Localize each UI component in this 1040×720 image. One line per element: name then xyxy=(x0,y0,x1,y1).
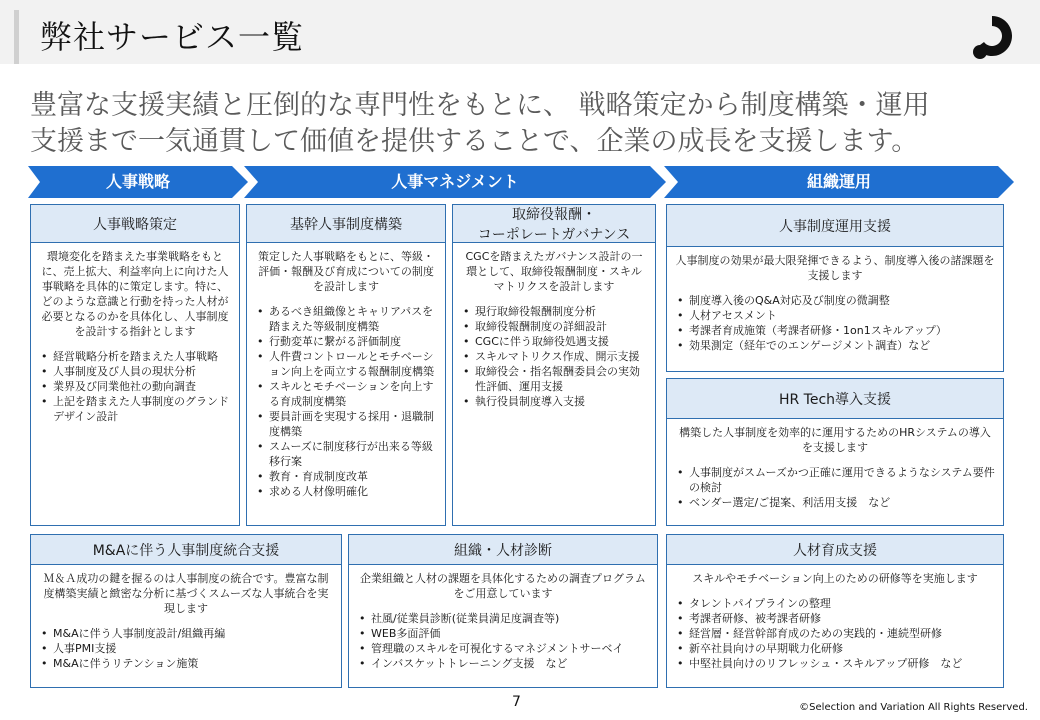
card-title: M&Aに伴う人事制度統合支援 xyxy=(31,535,341,565)
list-item: • あるべき組織像とキャリアパスを踏まえた等級制度構築 xyxy=(255,304,437,334)
list-item: • タレントパイプラインの整理 xyxy=(675,596,995,611)
card-body xyxy=(31,243,239,430)
card-description: CGCを踏まえたガバナンス設計の一環として、取締役報酬制度・スキルマトリクスを設計します xyxy=(465,250,643,293)
list-item: • 教育・育成制度改革 xyxy=(255,469,437,484)
card-title: 組織・人材診断 xyxy=(349,535,657,565)
card-description: 環境変化を踏まえた事業戦略をもとに、売上拡大、利益率向上に向けた人事戦略を具体的に策定します。特に、どのような意識と行動を持った人材が必要となるのかを具体化し、人事制度を設計する指針とします xyxy=(41,250,229,338)
card-body xyxy=(349,565,657,677)
list-item: • 効果測定（経年でのエンゲージメント調査）など xyxy=(675,338,995,353)
card-description: スキルやモチベーション向上のための研修等を実施します xyxy=(692,572,978,585)
list-item: • 上記を踏まえた人事制度のグランドデザイン設計 xyxy=(39,394,231,424)
category-label-hr-strategy: 人事戦略 xyxy=(105,172,170,191)
list-item: • 人事制度及び人員の現状分析 xyxy=(39,364,231,379)
list-item: • 考課者育成施策（考課者研修・1on1スキルアップ） xyxy=(675,323,995,338)
list-item: • 取締役報酬制度の詳細設計 xyxy=(461,319,647,334)
list-item: • 人材アセスメント xyxy=(675,308,995,323)
card-description: 策定した人事戦略をもとに、等級・評価・報酬及び育成についての制度を設計します xyxy=(258,250,434,293)
card-body xyxy=(667,247,1003,359)
list-item: • 取締役会・指名報酬委員会の実効性評価、運用支援 xyxy=(461,364,647,394)
list-item: • CGCに伴う取締役処遇支援 xyxy=(461,334,647,349)
lead-text xyxy=(30,88,1020,160)
card-body xyxy=(667,419,1003,516)
bullet-list xyxy=(39,349,231,424)
card-body xyxy=(247,243,445,505)
card-title: 人材育成支援 xyxy=(667,535,1003,565)
card-title-line-1: 取締役報酬・ xyxy=(512,206,596,223)
list-item: • 人事制度がスムーズかつ正確に運用できるようなシステム要件の検討 xyxy=(675,465,995,495)
list-item: • WEB多面評価 xyxy=(357,626,649,641)
card-ma-hr-integration xyxy=(30,534,342,688)
list-item: • ベンダー選定/ご提案、利活用支援 など xyxy=(675,495,995,510)
card-description: 人事制度の効果が最大限発揮できるよう、制度導入後の諸課題を支援します xyxy=(675,254,995,282)
list-item: • スキルマトリクス作成、開示支援 xyxy=(461,349,647,364)
list-item: • スキルとモチベーションを向上する育成制度構築 xyxy=(255,379,437,409)
category-chevron-hr-management xyxy=(244,166,666,198)
card-director-compensation-governance xyxy=(452,204,656,526)
card-hr-tech-implementation xyxy=(666,378,1004,526)
card-title: 人事制度運用支援 xyxy=(667,205,1003,247)
page-title: 弊社サービス一覧 xyxy=(40,18,305,56)
list-item: • 人事PMI支援 xyxy=(39,641,333,656)
card-title: HR Tech導入支援 xyxy=(667,379,1003,419)
list-item: • 執行役員制度導入支援 xyxy=(461,394,647,409)
list-item: • 新卒社員向けの早期戦力化研修 xyxy=(675,641,995,656)
lead-line-1: 豊富な支援実績と圧倒的な専門性をもとに、 戦略策定から制度構築・運用 xyxy=(30,90,930,121)
list-item: • M&Aに伴う人事制度設計/組織再編 xyxy=(39,626,333,641)
card-hr-strategy-planning xyxy=(30,204,240,526)
list-item: • M&Aに伴うリテンション施策 xyxy=(39,656,333,671)
list-item: • 要員計画を実現する採用・退職制度構築 xyxy=(255,409,437,439)
card-hr-system-operation xyxy=(666,204,1004,372)
list-item: • 中堅社員向けのリフレッシュ・スキルアップ研修 など xyxy=(675,656,995,671)
page-number: 7 xyxy=(512,694,521,710)
bullet-list xyxy=(39,626,333,671)
title-accent-bar xyxy=(14,10,19,64)
bullet-list xyxy=(675,596,995,671)
card-org-talent-diagnosis xyxy=(348,534,658,688)
card-body xyxy=(453,243,655,415)
bullet-list xyxy=(255,304,437,499)
company-logo-icon xyxy=(970,12,1014,60)
card-body xyxy=(667,565,1003,677)
card-title-line-2: コーポレートガバナンス xyxy=(477,226,631,243)
list-item: • 社風/従業員診断(従業員満足度調査等) xyxy=(357,611,649,626)
card-description: Ｍ＆Ａ成功の鍵を握るのは人事制度の統合です。豊富な制度構築実績と緻密な分析に基づくスムーズな人事統合を実現します xyxy=(43,572,329,615)
list-item: • 経営戦略分析を踏まえた人事戦略 xyxy=(39,349,231,364)
bullet-list xyxy=(675,465,995,510)
card-core-hr-system xyxy=(246,204,446,526)
category-label-org-operation: 組織運用 xyxy=(806,172,871,191)
card-description: 構築した人事制度を効率的に運用するためのHRシステムの導入を支援します xyxy=(679,426,991,454)
category-chevron-org-operation xyxy=(664,166,1014,198)
list-item: • 管理職のスキルを可視化するマネジメントサーベイ xyxy=(357,641,649,656)
card-talent-development xyxy=(666,534,1004,688)
list-item: • 求める人材像明確化 xyxy=(255,484,437,499)
card-body xyxy=(31,565,341,677)
copyright-notice: ©Selection and Variation All Rights Reserved. xyxy=(799,702,1028,713)
lead-line-2: 支援まで一気通貫して価値を提供することで、企業の成長を支援します。 xyxy=(30,126,919,157)
bullet-list xyxy=(675,293,995,353)
card-title xyxy=(453,205,655,243)
category-label-hr-management: 人事マネジメント xyxy=(391,172,519,191)
list-item: • 制度導入後のQ&A対応及び制度の微調整 xyxy=(675,293,995,308)
category-chevron-hr-strategy xyxy=(28,166,248,198)
list-item: • インバスケットトレーニング支援 など xyxy=(357,656,649,671)
list-item: • スムーズに制度移行が出来る等級移行案 xyxy=(255,439,437,469)
bullet-list xyxy=(461,304,647,409)
list-item: • 人件費コントロールとモチベーション向上を両立する報酬制度構築 xyxy=(255,349,437,379)
list-item: • 業界及び同業他社の動向調査 xyxy=(39,379,231,394)
card-description: 企業組織と人材の課題を具体化するための調査プログラムをご用意しています xyxy=(360,572,646,600)
card-title: 人事戦略策定 xyxy=(31,205,239,243)
list-item: • 考課者研修、被考課者研修 xyxy=(675,611,995,626)
bullet-list xyxy=(357,611,649,671)
list-item: • 行動変革に繋がる評価制度 xyxy=(255,334,437,349)
list-item: • 経営層・経営幹部育成のための実践的・連続型研修 xyxy=(675,626,995,641)
list-item: • 現行取締役報酬制度分析 xyxy=(461,304,647,319)
card-title: 基幹人事制度構築 xyxy=(247,205,445,243)
